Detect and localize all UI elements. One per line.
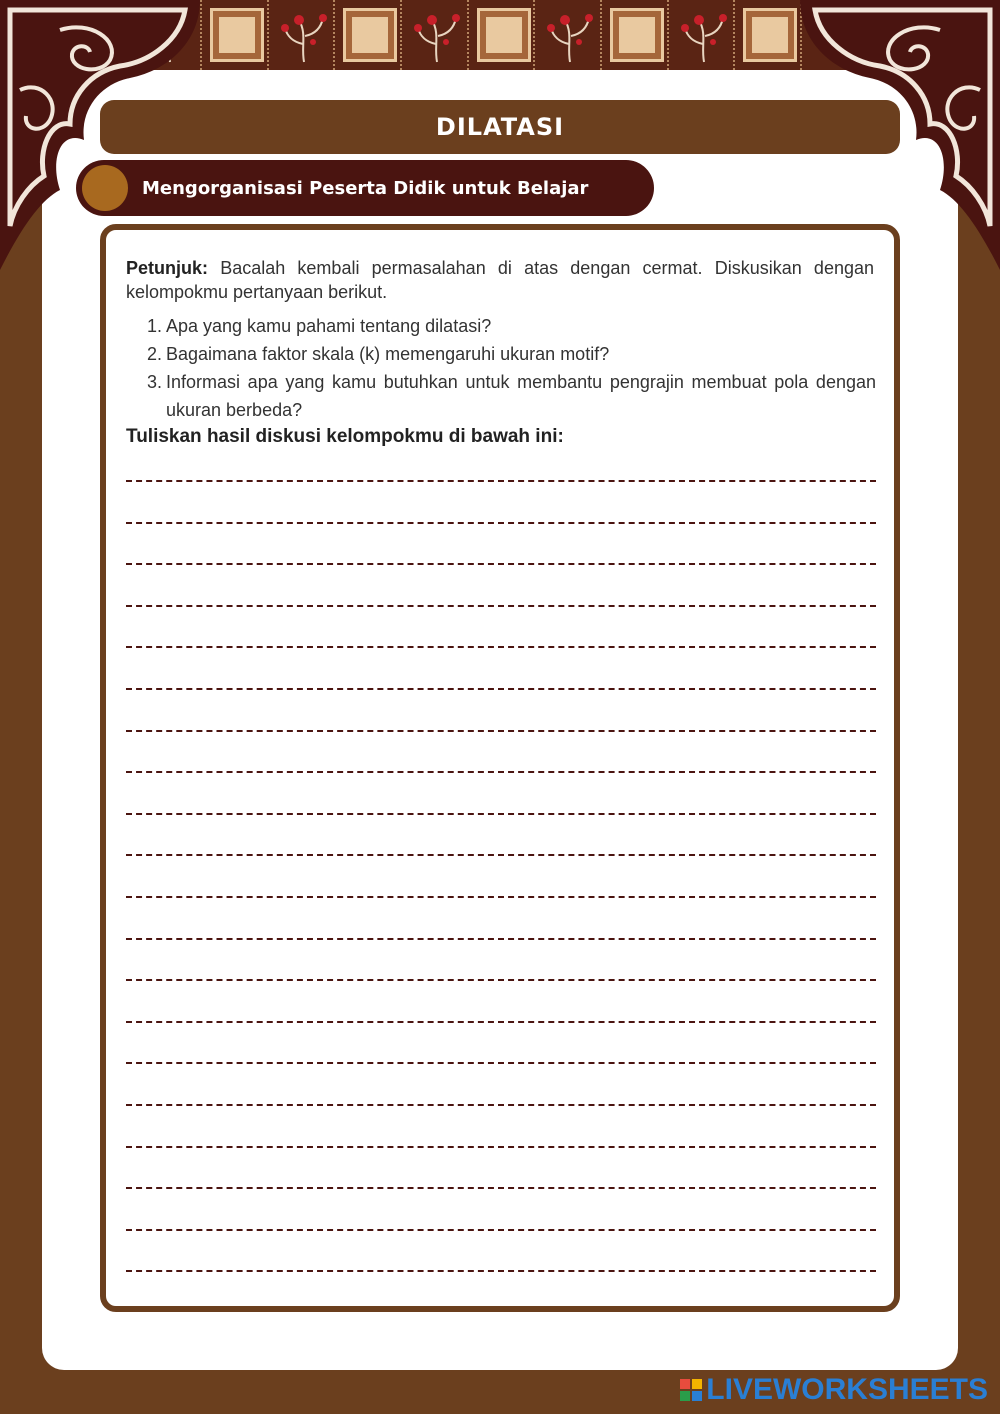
answer-line[interactable] (126, 605, 876, 607)
question-number: 3. (146, 372, 162, 392)
instruction-body: Bacalah kembali permasalahan di atas dengan cermat. Diskusikan dengan kelompokmu pertanyaan berikut. (126, 258, 874, 302)
flower-icon (667, 0, 734, 70)
answer-prompt: Tuliskan hasil diskusi kelompokmu di bawah ini: (126, 426, 564, 447)
brand-text: LIVEWORKSHEETS (706, 1373, 988, 1406)
page-title: DILATASI (100, 100, 900, 154)
answer-line[interactable] (126, 688, 876, 690)
answer-line[interactable] (126, 563, 876, 565)
answer-line[interactable] (126, 1270, 876, 1272)
liveworksheets-icon (680, 1379, 702, 1401)
answer-line[interactable] (126, 480, 876, 482)
instruction-label: Petunjuk: (126, 258, 209, 278)
batik-tile (200, 0, 267, 70)
flower-icon (400, 0, 467, 70)
answer-line[interactable] (126, 1187, 876, 1189)
flower-icon (533, 0, 600, 70)
answer-line[interactable] (126, 1062, 876, 1064)
list-item (126, 368, 876, 424)
answer-line[interactable] (126, 979, 876, 981)
question-list (126, 312, 876, 424)
flower-icon (267, 0, 334, 70)
answer-line[interactable] (126, 854, 876, 856)
answer-line[interactable] (126, 771, 876, 773)
section-header (76, 160, 654, 216)
batik-tile (333, 0, 400, 70)
answer-line[interactable] (126, 813, 876, 815)
question-number: 1. (146, 316, 162, 336)
list-item (126, 340, 876, 368)
circle-bullet-icon (82, 165, 128, 211)
question-text: Apa yang kamu pahami tentang dilatasi? (166, 316, 492, 336)
answer-line[interactable] (126, 646, 876, 648)
brand-logo (680, 1374, 988, 1406)
batik-tile (600, 0, 667, 70)
answer-line[interactable] (126, 1021, 876, 1023)
question-text: Informasi apa yang kamu butuhkan untuk membantu pengrajin membuat pola dengan ukuran berbeda? (166, 372, 876, 420)
section-title: Mengorganisasi Peserta Didik untuk Belajar (142, 177, 589, 199)
answer-line[interactable] (126, 1146, 876, 1148)
answer-line[interactable] (126, 730, 876, 732)
batik-tile (467, 0, 534, 70)
answer-line[interactable] (126, 896, 876, 898)
instruction-text (126, 256, 874, 304)
answer-line[interactable] (126, 938, 876, 940)
question-text: Bagaimana faktor skala (k) memengaruhi ukuran motif? (166, 344, 610, 364)
question-number: 2. (146, 344, 162, 364)
answer-line[interactable] (126, 1229, 876, 1231)
answer-line[interactable] (126, 1104, 876, 1106)
answer-line[interactable] (126, 522, 876, 524)
list-item (126, 312, 876, 340)
